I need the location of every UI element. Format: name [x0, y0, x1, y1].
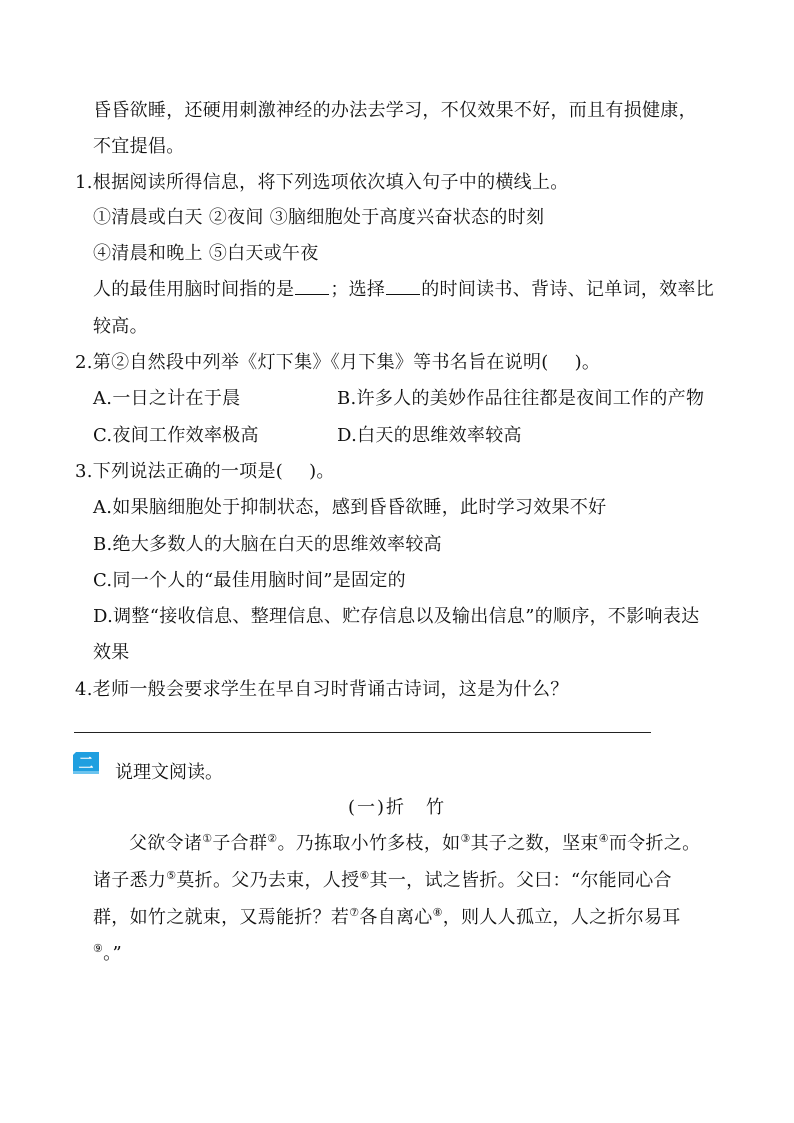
question-2-option-d: D.白天的思维效率较高: [337, 425, 522, 446]
passage-text: 群，如竹之就束，又焉能折？若: [93, 907, 350, 928]
question-4-stem: 4.老师一般会要求学生在早自习时背诵古诗词，这是为什么？: [75, 679, 569, 700]
answer-blank-2[interactable]: [386, 278, 420, 295]
question-3-option-c: C.同一个人的“最佳用脑时间”是固定的: [93, 570, 406, 591]
passage-text: ，则人人孤立，人之折尔易耳: [442, 907, 681, 928]
intro-line-1: 昏昏欲睡，还硬用刺激神经的办法去学习，不仅效果不好，而且有损健康，: [93, 100, 697, 121]
question-2-stem-end: )。: [574, 352, 601, 373]
fill-text-part-3: 的时间读书、背诗、记单词，效率比: [421, 279, 715, 300]
section-number-badge-icon: [73, 752, 99, 774]
passage-line-2: [93, 869, 672, 893]
question-3-option-d-line-2: 效果: [93, 642, 130, 663]
question-4-answer-line[interactable]: [74, 732, 651, 733]
passage-text: 莫折。父乃去束，人授: [176, 870, 360, 891]
question-3-option-a: A.如果脑细胞处于抑制状态，感到昏昏欲睡，此时学习效果不好: [93, 497, 607, 518]
footnote-marker-4: ④: [598, 832, 609, 845]
question-2-stem: [75, 351, 600, 375]
question-3-stem-end: )。: [309, 461, 335, 482]
question-2-stem-text: 2.第②自然段中列举《灯下集》《月下集》等书名旨在说明(: [75, 352, 549, 373]
passage-text: 父欲令诸: [129, 833, 203, 854]
passage-text: 子合群: [212, 833, 268, 854]
question-1-stem: 1.根据阅读所得信息，将下列选项依次填入句子中的横线上。: [75, 172, 569, 193]
fill-text-part-1: 人的最佳用脑时间指的是: [93, 279, 295, 300]
footnote-marker-5: ⑤: [166, 869, 177, 882]
question-1-fill-sentence: [93, 278, 714, 302]
answer-blank-1[interactable]: [295, 278, 329, 295]
question-2-option-a: A.一日之计在于晨: [93, 388, 241, 409]
footnote-marker-3: ③: [460, 832, 471, 845]
section-title: 说理文阅读。: [115, 762, 223, 783]
footnote-marker-1: ①: [202, 832, 213, 845]
question-1-fill-sentence-line-2: 较高。: [93, 316, 148, 337]
footnote-marker-7: ⑦: [349, 906, 360, 919]
question-1-options-line-1: ①清晨或白天 ②夜间 ③脑细胞处于高度兴奋状态的时刻: [93, 207, 545, 228]
passage-text: 各自离心: [359, 907, 433, 928]
question-3-option-b: B.绝大多数人的大脑在白天的思维效率较高: [93, 534, 442, 555]
footnote-marker-8: ⑧: [432, 906, 443, 919]
question-3-stem: [75, 460, 335, 484]
intro-line-2: 不宜提倡。: [93, 136, 185, 157]
footnote-marker-9: ⑨: [93, 942, 104, 955]
question-1-options-line-2: ④清晨和晚上 ⑤白天或午夜: [93, 243, 319, 264]
passage-text: 。乃拣取小竹多枝，如: [277, 833, 461, 854]
footnote-marker-6: ⑥: [359, 869, 370, 882]
passage-text: 诸子悉力: [93, 870, 167, 891]
passage-line-3: [93, 906, 681, 930]
passage-text: 。”: [103, 943, 122, 964]
fill-text-part-2: ；选择: [330, 279, 386, 300]
question-3-option-d-line-1: D.调整“接收信息、整理信息、贮存信息以及输出信息”的顺序，不影响表达: [93, 606, 700, 627]
passage-title: (一)折 竹: [347, 797, 447, 818]
question-3-stem-text: 3.下列说法正确的一项是(: [75, 461, 284, 482]
question-2-option-c: C.夜间工作效率极高: [93, 425, 259, 446]
section-number: 二: [78, 754, 94, 772]
footnote-marker-2: ②: [267, 832, 278, 845]
passage-text: 其子之数，坚束: [470, 833, 599, 854]
passage-text: 而令折之。: [608, 833, 701, 854]
question-2-option-b: B.许多人的美妙作品往往都是夜间工作的产物: [337, 388, 705, 409]
passage-line-4: [93, 942, 122, 966]
passage-line-1: [129, 832, 700, 856]
passage-text: 其一，试之皆折。父曰：“尔能同心合: [369, 870, 672, 891]
